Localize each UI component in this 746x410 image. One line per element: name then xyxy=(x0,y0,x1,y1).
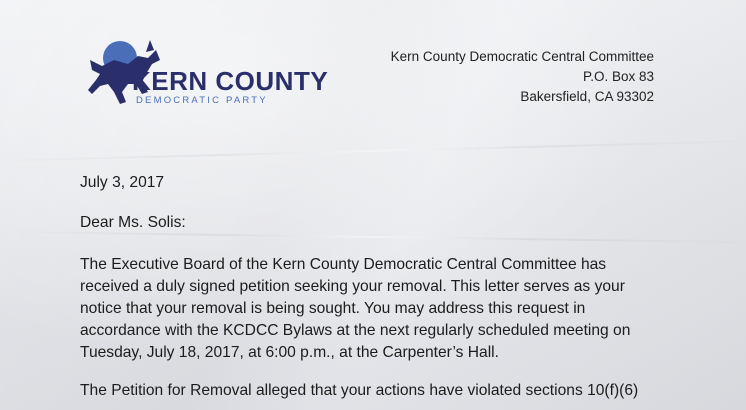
paper-crease xyxy=(0,140,746,163)
paragraph-2 xyxy=(80,380,680,402)
address-line: Bakersfield, CA 93302 xyxy=(520,89,654,104)
paragraph-line: The Executive Board of the Kern County Democratic Central Committee has xyxy=(80,256,607,273)
paragraph-line: Tuesday, July 18, 2017, at 6:00 p.m., at the Carpenter’s Hall. xyxy=(80,344,499,361)
paragraph-line: The Petition for Removal alleged that your actions have violated sections 10(f)(6) xyxy=(80,382,639,399)
paragraph-1 xyxy=(80,254,680,364)
return-address xyxy=(391,47,654,107)
org-subtitle: DEMOCRATIC PARTY xyxy=(136,95,268,106)
org-name: KERN COUNTY xyxy=(132,66,329,96)
paragraph-line: notice that your removal is being sought. You may address this request in xyxy=(80,300,586,317)
paragraph-line: received a duly signed petition seeking your removal. This letter serves as your xyxy=(80,278,625,295)
salutation: Dear Ms. Solis: xyxy=(80,214,186,231)
address-line: Kern County Democratic Central Committee xyxy=(390,49,654,64)
address-line: P.O. Box 83 xyxy=(582,69,654,84)
paragraph-line: accordance with the KCDCC Bylaws at the next regularly scheduled meeting on xyxy=(80,322,631,339)
letter-date: July 3, 2017 xyxy=(80,174,165,191)
party-logo xyxy=(80,30,329,110)
